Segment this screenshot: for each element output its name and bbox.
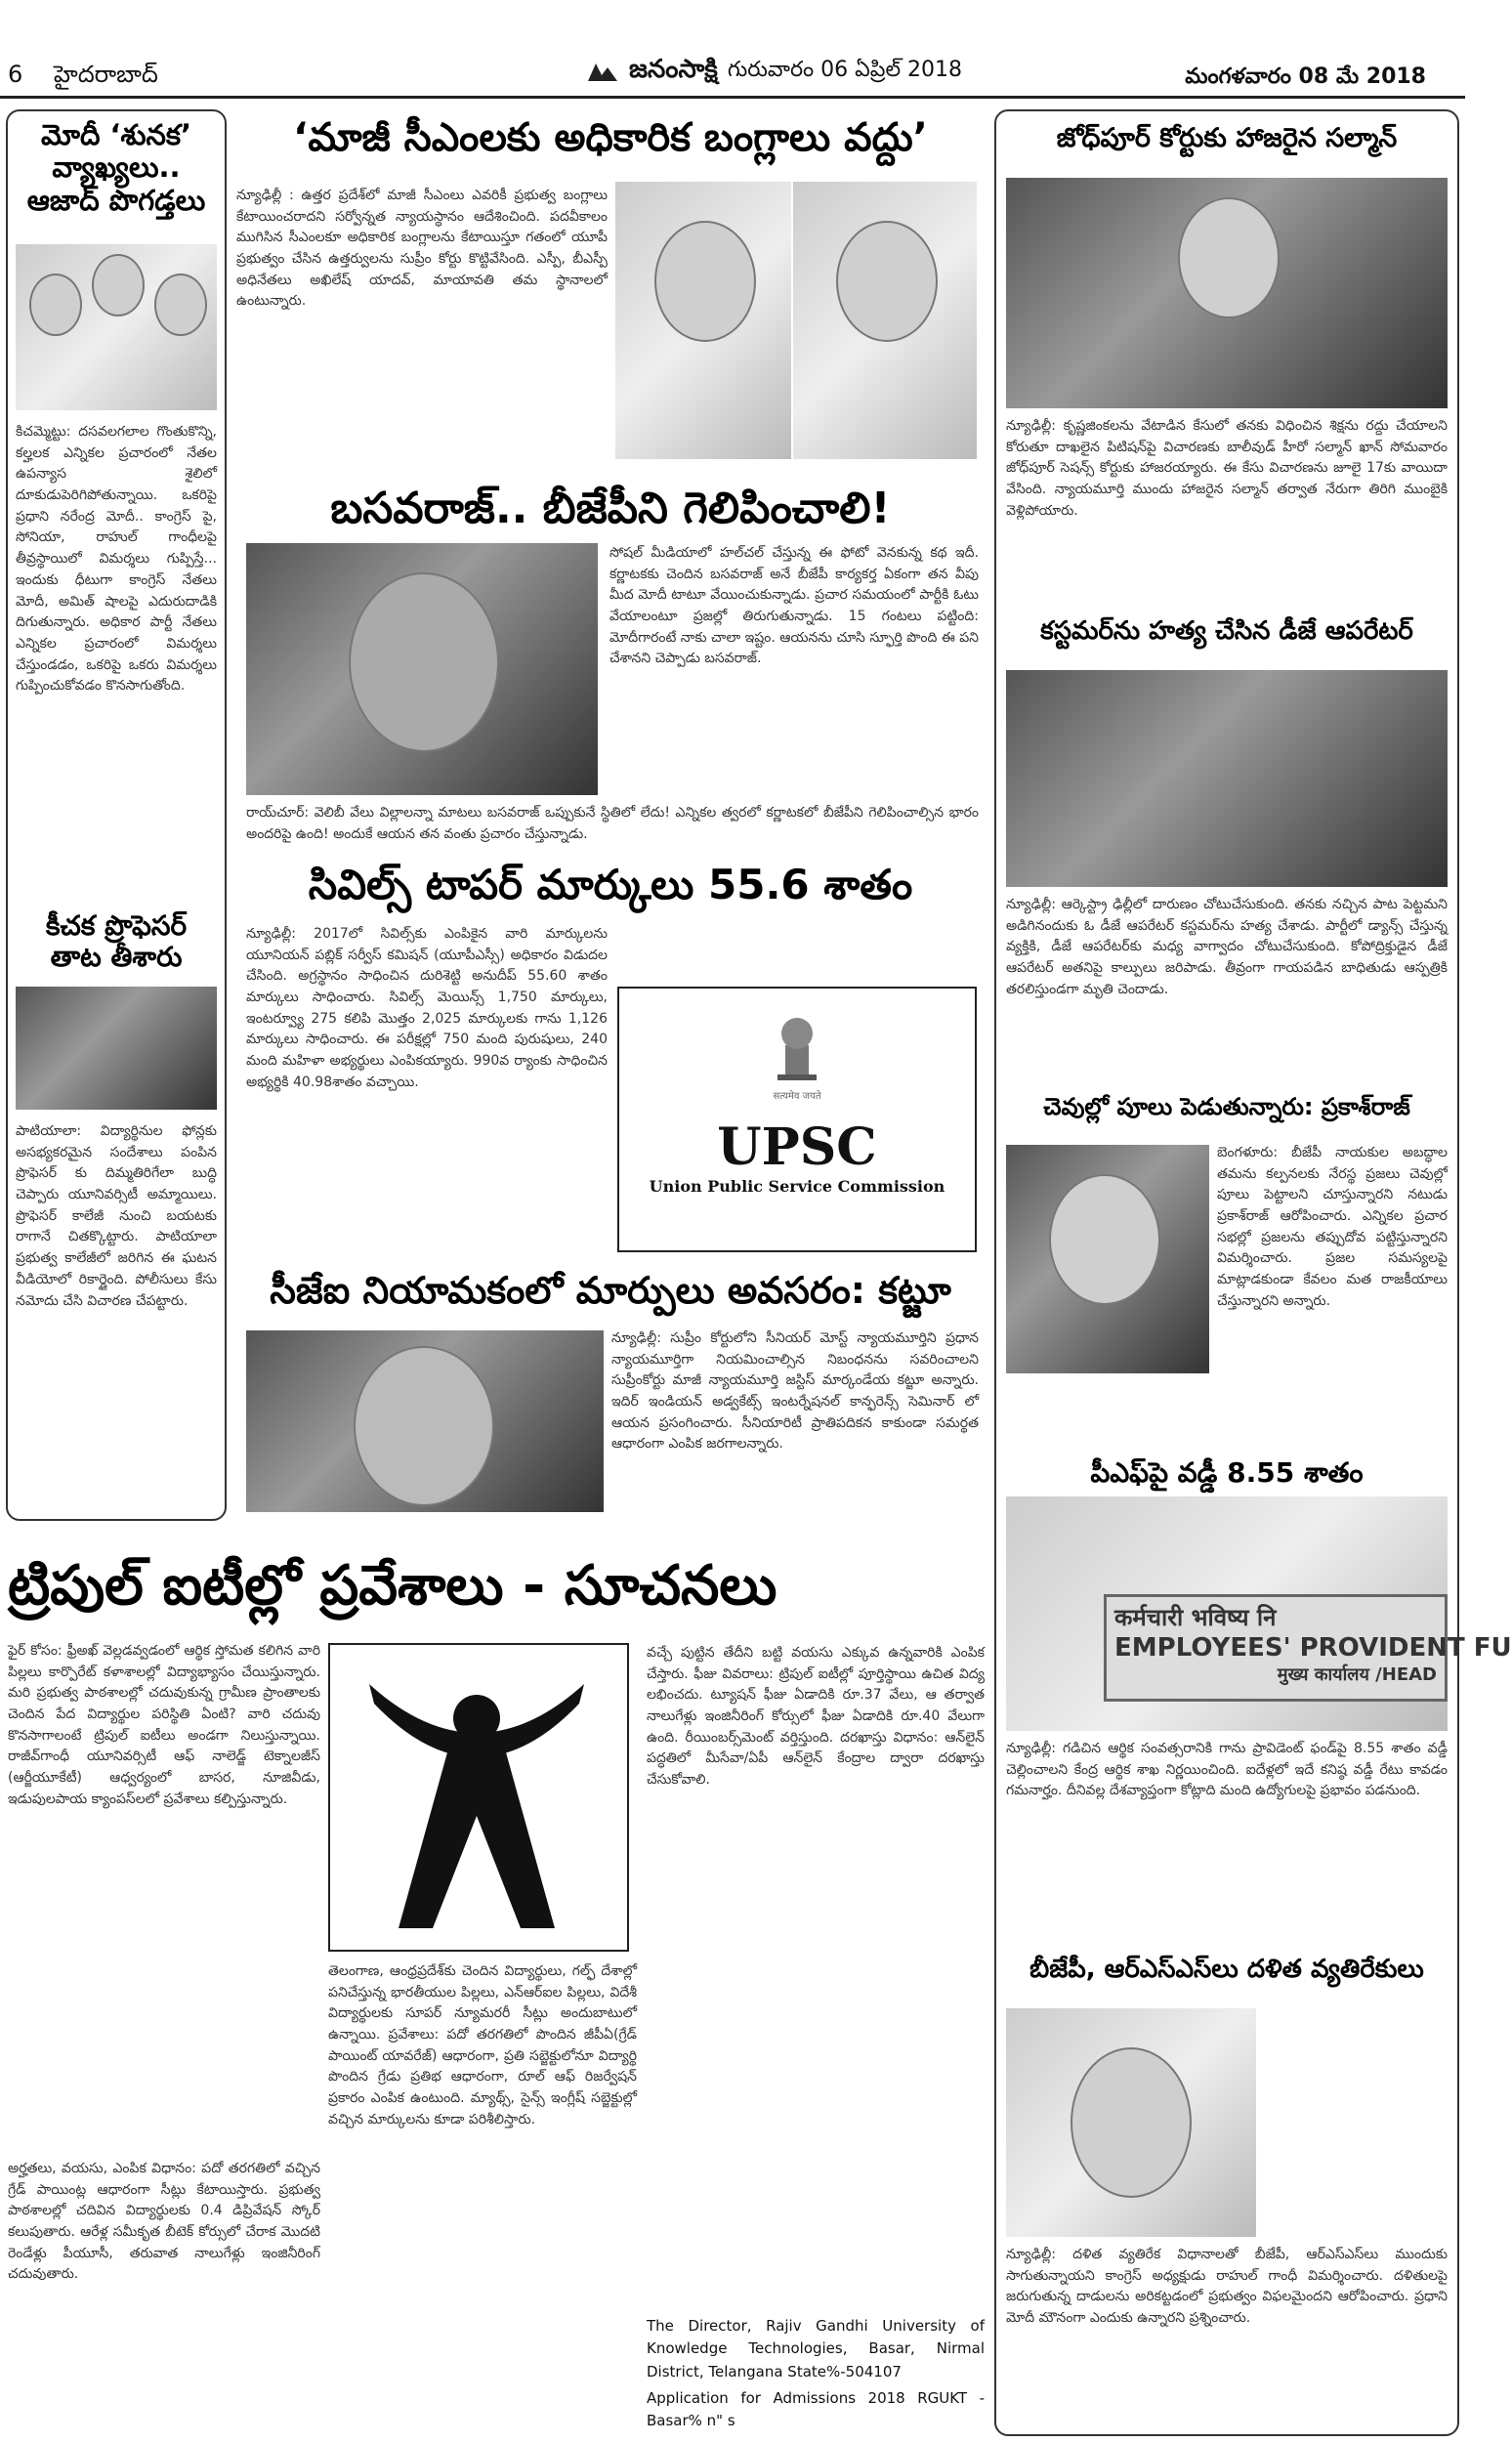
katju-headline: సీజేఐ నియామకంలో మార్పులు అవసరం: కట్జూ [270, 1269, 951, 1312]
salman-photo [1006, 178, 1448, 408]
portrait-2 [92, 254, 145, 316]
upsc-logo-subtitle: Union Public Service Commission [649, 1177, 945, 1196]
city-name: హైదరాబాద్ [53, 61, 158, 88]
iiit-headline: ట్రిపుల్ ఐటీల్లో ప్రవేశాలు - సూచనలు [8, 1554, 777, 1618]
iiit-footer: Application for Admissions 2018 RGUKT - Basar% n" s [647, 2389, 985, 2430]
dj-photo [1006, 670, 1448, 887]
story1-photo [16, 244, 217, 410]
upsc-logo-text: UPSC [717, 1117, 877, 1177]
left-date: గురువారం 06 ఏప్రిల్ 2018 [727, 58, 963, 82]
basavaraj-photo [246, 543, 598, 795]
bjp-headline: బీజేపీ, ఆర్‌ఎస్‌ఎస్‌లు దళిత వ్యతిరేకులు [1029, 1955, 1424, 1984]
portrait-katju [354, 1346, 494, 1506]
portrait-mayawati [654, 221, 756, 342]
epf-photo [1006, 1496, 1512, 1731]
tattoo-portrait [349, 572, 499, 752]
salman-body: న్యూఢిల్లీ: కృష్ణజింకలను వేటాడిన కేసులో తనకు విధించిన శిక్షను రద్దు చేయాలని కోరుతూ దాఖలైన పిటిషన్‌పై విచారణకు బాలీవుడ్ హీరో సల్మాన్ ఖాన్ సోమవారం జోధ్‌పూర్ సెషన్స్ కోర్టుకు హాజరయ్యారు. ఈ కేసు విచారణను జూలై 17కు వాయిదా వేసింది. న్యాయమూర్తి ముందు హాజరైన సల్మాన్ తర్వాత నేరుగా తిరిగి ముంబైకి వెళ్లిపోయారు. [1006, 418, 1448, 519]
dj-body: న్యూఢిల్లీ: ఆర్కెస్ట్రా ఢిల్లీలో దారుణం చోటుచేసుకుంది. తనకు నచ్చిన పాట పెట్టమని అడిగినందుకు ఓ డీజే ఆపరేటర్ కస్టమర్‌ను హత్య చేశాడు. పార్టీలో డ్యాన్స్ చేస్తున్న వ్యక్తికి, డీజే ఆపరేటర్‌కు మధ్య వాగ్వాదం చోటుచేసుకుంది. కోపోద్రిక్తుడైన డీజే ఆపరేటర్ అతనిపై కాల్పులు జరిపాడు. తీవ్రంగా గాయపడిన బాధితుడు ఆస్పత్రికి తరలిస్తుండగా మృతి చెందాడు. [1006, 897, 1448, 997]
katju-body: న్యూఢిల్లీ: సుప్రీం కోర్టులోని సీనియర్ మోస్ట్ న్యాయమూర్తిని ప్రధాన న్యాయమూర్తిగా నియమించాల్సిన నిబంధనను సవరించాలని సుప్రీంకోర్టు మాజీ న్యాయమూర్తి జస్టిస్ మార్కండేయ కట్జూ అన్నారు. ఇదిర్ ఇండియన్ అడ్వకేట్స్ ఇంటర్నేషనల్ కాన్ఫరెన్స్ సెమినార్ లో ఆయన ప్రసంగించారు. సీనియారిటీ ప్రాతిపదికన కాకుండా సమర్థత ఆధారంగా ఎంపిక జరగాలన్నారు. [611, 1330, 979, 1453]
prakash-photo [1006, 1145, 1209, 1373]
basavaraj-body-right: సోషల్ మీడియాలో హల్‌చల్ చేస్తున్న ఈ ఫోటో వెనకున్న కథ ఇదీ. కర్ణాటకకు చెందిన బసవరాజ్ అనే బీజేపీ కార్యకర్త ఏకంగా తన వీపు మీద మోదీ టాటూ వేయించుకున్నాడు. ప్రచార సమయంలో పార్టీకి ఓటు వేయాలంటూ ప్రజల్లో తిరుగుతున్నాడు. 15 గంటలు పట్టింది: మోదీగారంటే నాకు చాలా ఇష్టం. ఆయనను చూసి స్ఫూర్తి పొంది ఈ పని చేశానని చెప్పాడు బసవరాజ్. [609, 545, 979, 667]
iiit-logo-box [328, 1643, 629, 1952]
portrait-rahul [1071, 2047, 1192, 2198]
prakash-body: బెంగళూరు: బీజేపీ నాయకుల అబద్ధాల తమను కల్పనలకు నేరస్థ ప్రజలు చెవుల్లో పూలు పెట్టాలని చూస్తున్నారని నటుడు ప్రకాశ్‌రాజ్ ఆరోపించారు. ఎన్నికల ప్రచార సభల్లో ప్రజలను తప్పుదోవ పట్టిస్తున్నారని విమర్శించారు. ప్రజల సమస్యలపై మాట్లాడకుండా కేవలం మత రాజకీయాలు చేస్తున్నారని అన్నారు. [1217, 1145, 1448, 1309]
portrait-1 [29, 274, 82, 336]
epf-sign-hindi: कर्मचारी भविष्य नि [1114, 1604, 1277, 1631]
upsc-logo-box [617, 987, 977, 1252]
portrait-akhilesh [836, 221, 938, 342]
katju-photo [246, 1330, 604, 1512]
civils-headline: సివిల్స్ టాపర్ మార్కులు 55.6 శాతం [308, 861, 913, 908]
paper-name: జనంసాక్షి [629, 55, 718, 84]
dj-headline: కస్టమర్‌ను హత్య చేసిన డీజే ఆపరేటర్ [1040, 616, 1413, 646]
page-number: 6 [8, 61, 23, 88]
epf-sign-english: EMPLOYEES' PROVIDENT FU [1114, 1633, 1512, 1663]
emblem-caption: सत्यमेव जयते [773, 1091, 821, 1102]
bjp-photo [1006, 2008, 1256, 2237]
lead-body: న్యూఢిల్లీ : ఉత్తర ప్రదేశ్‌లో మాజీ సీఎంలు ఎవరికీ ప్రభుత్వ బంగ్లాలు కేటాయించరాదని సర్వోన్నత న్యాయస్థానం ఆదేశించింది. పదవీకాలం ముగిసిన సీఎంలకూ అధికారిక బంగ్లాలను కేటాయిస్తూ గతంలో యూపీ ప్రభుత్వం చేసిన ఉత్తర్వులను సుప్రీం కోర్టు కొట్టివేసింది. ఎస్పీ, బీఎస్పీ అధినేతలు అఖిలేష్ యాదవ్, మాయావతి తమ స్థానాలలో ఉంటున్నారు. [236, 188, 608, 310]
epf-sign-office: मुख्य कार्यालय /HEAD [1277, 1664, 1437, 1685]
iiit-body-col1-section: అర్హతలు, వయసు, ఎంపిక విధానం: పదో తరగతిలో వచ్చిన గ్రేడ్ పాయింట్ల ఆధారంగా సీట్లు కేటాయిస్తారు. ప్రభుత్వ పాఠశాలల్లో చదివిన విద్యార్థులకు 0.4 డిప్రివేషన్ స్కోర్ కలుపుతారు. ఆరేళ్ల సమీకృత బీటెక్ కోర్సులో చేరాక మొదటి రెండేళ్లు పీయూసీ, తరువాత నాలుగేళ్లు ఇంజినీరింగ్ చదువుతారు. [8, 2161, 320, 2283]
story2-body: పాటియాలా: విద్యార్థినుల ఫోన్లకు అసభ్యకరమైన సందేశాలు పంపిన ప్రొఫెసర్ కు దిమ్మతిరిగేలా బుద్ధి చెప్పారు యూనివర్సిటీ అమ్మాయిలు. ప్రొఫెసర్ కాలేజీ నుంచి బయటకు రాగానే చితక్కొట్టారు. పాటియాలా ప్రభుత్వ కాలేజీలో జరిగిన ఈ ఘటన వీడియోలో రికార్డైంది. పోలీసులు కేసు నమోదు చేసి విచారణ చేపట్టారు. [16, 1123, 217, 1309]
iiit-body-col1: ఫైర్ కోసం: ఫ్రీఅఖ్ వెల్లడవ్వడంలో ఆర్థిక స్తోమత కలిగిన వారి పిల్లలు కార్పొరేట్ కళాశాలల్లో విద్యాభ్యాసం చేయిస్తున్నారు. మరి ప్రభుత్వ పాఠశాలల్లో చదువుకున్న గ్రామీణ ప్రాంతాలకు చెందిన పేద విద్యార్థుల పరిస్థితి ఏంటి? వారి చదువు కొనసాగాలంటే ట్రిపుల్ ఐటీలు అండగా నిలుస్తున్నాయి. రాజీవ్‌గాంధీ యూనివర్సిటీ ఆఫ్ నాలెడ్జ్ టెక్నాలజీస్ (ఆర్జీయూకేటీ) ఆధ్వర్యంలో బాసర, నూజివీడు, ఇడుపులపాయ క్యాంపస్‌లలో ప్రవేశాలు కల్పిస్తున్నారు. [8, 1643, 320, 1807]
iiit-body-col2: తెలంగాణ, ఆంధ్రప్రదేశ్‌కు చెందిన విద్యార్థులు, గల్ఫ్ దేశాల్లో పనిచేస్తున్న భారతీయుల పిల్లలు, ఎన్‌ఆర్ఐల పిల్లలు, విదేశీ విద్యార్థులకు సూపర్ న్యూమరరీ సీట్లు అందుబాటులో ఉన్నాయి. ప్రవేశాలు: పదో తరగతిలో పొందిన జీపీఏ(గ్రేడ్ పాయింట్ యావరేజ్) ఆధారంగా, ప్రతి సబ్జెక్టులోనూ విద్యార్థి పొందిన గ్రేడు ప్రతిభ ఆధారంగా, రూల్ ఆఫ్ రిజర్వేషన్ ప్రకారం ఎంపిక ఉంటుంది. మ్యాథ్స్, సైన్స్ ఇంగ్లీష్ సబ్జెక్టుల్లో వచ్చిన మార్కులను కూడా పరిశీలిస్తారు. [328, 1963, 637, 2127]
lead-photo-left [615, 182, 791, 459]
lead-photo-right [793, 182, 977, 459]
epf-headline: పీఎఫ్‌పై వడ్డీ 8.55 శాతం [1090, 1456, 1364, 1489]
portrait-salman [1178, 197, 1280, 318]
right-date: మంగళవారం 08 మే 2018 [1185, 64, 1426, 89]
story2-headline: కీచక ప్రొఫెసర్ తాట తీశారు [45, 909, 188, 974]
civils-body: న్యూఢిల్లీ: 2017లో సివిల్స్‌కు ఎంపికైన వారి మార్కులను యూనియన్ పబ్లిక్ సర్వీస్ కమిషన్ (యూపీఎస్సీ) అధికారం విడుదల చేసింది. అగ్రస్థానం సాధించిన దురిశెట్టి అనుదీప్ 55.60 శాతం మార్కులు సాధించారు. సివిల్స్ మెయిన్స్ 1,750 మార్కులు, ఇంటర్వ్యూ 275 కలిపి మొత్తం 2,025 మార్కులకు గాను 1,126 మార్కులు సాధించారు. ఈ పరీక్షల్లో 750 మంది పురుషులు, 240 మంది మహిళా అభ్యర్థులు ఎంపికయ్యారు. 990వ ర్యాంకు సాధించిన అభ్యర్థికి 40.98శాతం వచ్చాయి. [246, 926, 608, 1090]
basavaraj-headline: బసవరాజ్.. బీజేపీని గెలిపించాలి! [330, 484, 891, 533]
bjp-body: న్యూఢిల్లీ: దళిత వ్యతిరేక విధానాలతో బీజేపీ, ఆర్‌ఎస్‌ఎస్‌లు ముందుకు సాగుతున్నాయని కాంగ్రెస్ అధ్యక్షుడు రాహుల్ గాంధీ విమర్శించారు. దళితులపై జరుగుతున్న దాడులను అరికట్టడంలో ప్రభుత్వం విఫలమైందని ఆరోపించారు. ప్రధాని మోదీ మౌనంగా ఎందుకు ఉన్నారని ప్రశ్నించారు. [1006, 2247, 1448, 2327]
ashoka-emblem-icon [768, 1006, 826, 1084]
story2-photo [16, 987, 217, 1110]
story1-body: కిచమ్మెట్టు: దసవలగలాల గొంతుకొన్ని, కల్హలక ఎన్నికల ప్రచారంలో నేతల ఉపన్యాస శైలిలో దూకుడుపెరిగిపోతున్నాయి. ఒకరిపై ప్రధాని నరేంద్ర మోదీ.. కాంగ్రెస్ పై, సోనియా, రాహుల్ గాంధీలపై తీవ్రస్థాయిలో విమర్శలు గుప్పిస్తే... ఇందుకు ధీటుగా కాంగ్రెస్ నేతలు మోదీ, అమిత్ షాలపై ఎదురుదాడికి దిగుతున్నారు. అధికార పార్టీ నేతలు ఎన్నికల ప్రచారంలో విమర్శలు చేస్తుండడం, ఒకరిపై ఒకరు విమర్శలు గుప్పించుకోవడం కొనసాగుతోంది. [16, 424, 217, 695]
masthead-center [586, 55, 962, 90]
epf-sign [1104, 1594, 1512, 1702]
lead-headline: ‘మాజీ సీఎంలకు అధికారిక బంగ్లాలు వద్దు’ [293, 115, 928, 160]
basavaraj-body-bottom: రాయ్‌చూర్: వెలిబీ వేలు విల్లాలన్నా మాటలు బసవరాజ్ ఒప్పుకునే స్థితిలో లేదు! ఎన్నికల త్వరలో కర్ణాటకలో బీజేపీని గెలిపించాల్సిన భారం అందరిపై ఉంది! అందుకే ఆయన తన వంతు ప్రచారం చేస్తున్నాడు. [246, 805, 979, 842]
salman-headline: జోధ్‌పూర్ కోర్టుకు హాజరైన సల్మాన్ [1056, 123, 1398, 153]
masthead-rule [0, 96, 1465, 99]
masthead-left [8, 61, 182, 94]
rgukt-logo-icon [330, 1645, 623, 1948]
iiit-body-col3: వచ్చే పుట్టిన తేదీని బట్టి వయసు ఎక్కువ ఉన్నవారికి ఎంపిక చేస్తారు. ఫీజు వివరాలు: ట్రిపుల్ ఐటీల్లో పూర్తిస్థాయి ఉచిత విద్య లభించదు. ట్యూషన్ ఫీజు ఏడాదికి రూ.37 వేలు, ఆ తర్వాత నాలుగేళ్లు ఇంజినీరింగ్ కోర్సులో ఫీజు ఏడాదికి రూ.40 వేలుగా ఉంది. రీయింబర్స్‌మెంట్ వర్తిస్తుంది. దరఖాస్తు విధానం: ఆన్‌లైన్ పద్ధతిలో మీసేవా/ఏపీ ఆన్‌లైన్ కేంద్రాల ద్వారా దరఖాస్తు చేసుకోవాలి. [647, 1645, 985, 1789]
portrait-prakash [1049, 1174, 1160, 1305]
prakash-headline: చెవుల్లో పూలు పెడుతున్నారు: ప్రకాశ్‌రాజ్ [1043, 1093, 1410, 1120]
iiit-address: The Director, Rajiv Gandhi University of Knowledge Technologies, Basar, Nirmal District, Telangana State%-504107 [647, 2317, 985, 2380]
newspaper-logo-icon [586, 60, 619, 85]
epf-body: న్యూఢిల్లీ: గడిచిన ఆర్థిక సంవత్సరానికి గాను ప్రావిడెంట్ ఫండ్‌పై 8.55 శాతం వడ్డీ చెల్లించాలని కేంద్ర ఆర్థిక శాఖ నిర్ణయించింది. ఐదేళ్లలో ఇదే కనిష్ఠ వడ్డీ రేటు కావడం గమనార్హం. దీనివల్ల దేశవ్యాప్తంగా కోట్లాది మంది ఉద్యోగులపై ప్రభావం పడనుంది. [1006, 1741, 1448, 1799]
story1-headline: మోదీ ‘శునక’ వ్యాఖ్యలు.. ఆజాద్ పొగడ్తలు [26, 118, 206, 217]
portrait-3 [154, 274, 207, 336]
